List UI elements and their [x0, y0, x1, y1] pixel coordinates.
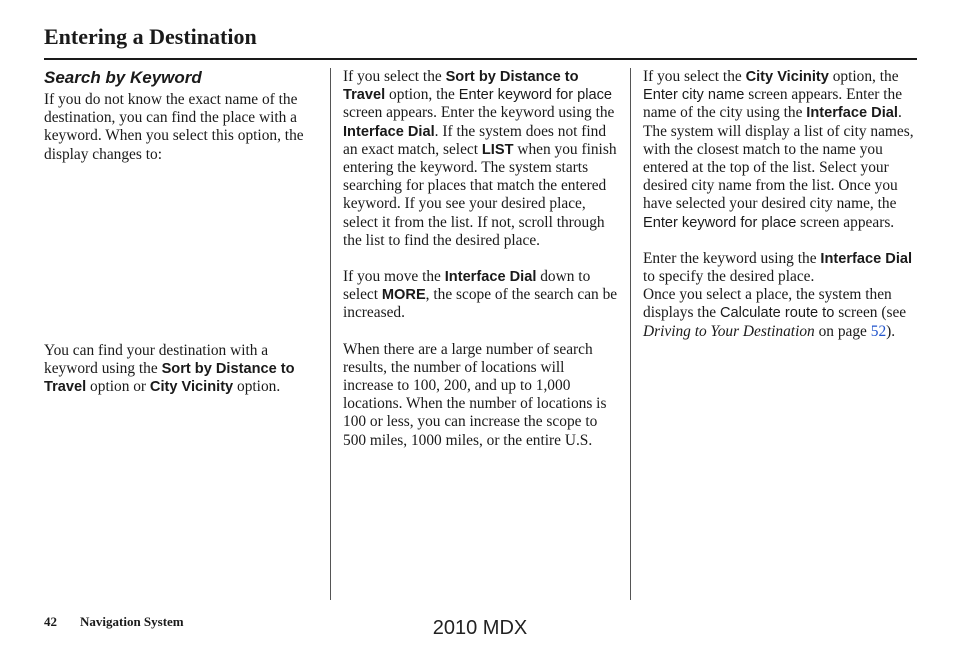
- column-1: [44, 68, 312, 396]
- footer-label: Navigation System: [80, 614, 184, 629]
- ui-term: Sort by Distance to Travel: [44, 361, 295, 396]
- text: to specify the desired place.: [643, 268, 815, 286]
- text: screen appears. Enter the name of the city using the: [643, 86, 903, 122]
- text: If you select the: [343, 68, 446, 85]
- watermark: 2010 MDX: [432, 617, 528, 639]
- ui-term: Interface Dial: [820, 250, 913, 267]
- text: . The system will display a list of city names, with the closest match to the name you entered at the top of the list. Select your desired city name from the list. Once you have selected your desired city name, the: [643, 104, 914, 213]
- col2-paragraph-2: [343, 268, 618, 323]
- page-title: Entering a Destination: [44, 24, 257, 49]
- page-number: 42: [44, 614, 57, 629]
- page-link[interactable]: 52: [870, 322, 887, 340]
- ui-term: Interface Dial: [444, 269, 537, 286]
- column-2: [343, 68, 618, 450]
- text: on page: [814, 322, 871, 340]
- ui-screen-name: Enter keyword for place: [643, 214, 797, 231]
- text: Once you select a place, the system then displays the: [643, 286, 892, 322]
- ui-term: Interface Dial: [806, 105, 898, 122]
- ui-term: City Vicinity: [745, 69, 829, 85]
- col1-paragraph-1: If you do not know the exact name of the destination, you can find the place with a keyword. When you select this option, the display changes to:: [44, 91, 304, 163]
- ui-screen-name: Enter city name: [643, 87, 745, 104]
- text: ).: [886, 322, 896, 340]
- text: option, the: [828, 68, 899, 85]
- text: Enter the keyword using the: [643, 249, 821, 267]
- text: when you finish entering the keyword. The system starts searching for places that match the entered keyword. If you see your desired place, select it from the list. If not, scroll through the list to find the desired place.: [343, 140, 617, 249]
- ui-term: LIST: [481, 141, 514, 158]
- text: If you select the: [643, 68, 746, 85]
- col3-paragraph-1: [643, 68, 919, 232]
- ui-term: City Vicinity: [149, 379, 234, 396]
- text: You can find your destination with a keyword using the: [44, 341, 269, 378]
- column-divider: [330, 68, 331, 600]
- ui-term: Sort by Distance to Travel: [343, 69, 579, 104]
- text: If you move the: [343, 268, 445, 286]
- column-3: [643, 68, 919, 341]
- text: . If the system does not find an exact match, select: [343, 122, 607, 158]
- ui-screen-name: Calculate route to: [719, 305, 835, 322]
- text: screen appears.: [796, 213, 895, 231]
- ui-term: Interface Dial: [343, 123, 435, 140]
- col3-paragraph-3: [643, 286, 919, 341]
- text: option.: [233, 378, 281, 396]
- ui-screen-name: Enter keyword for place: [458, 87, 613, 104]
- col2-paragraph-1: [343, 68, 618, 250]
- title-divider: [44, 58, 917, 60]
- section-heading: Search by Keyword: [44, 68, 202, 87]
- ui-term: MORE: [381, 287, 426, 304]
- col3-paragraph-2: [643, 250, 919, 286]
- col1-paragraph-2: [44, 342, 312, 397]
- cross-reference: Driving to Your Destination: [643, 322, 815, 340]
- text: option, the: [385, 86, 459, 104]
- text: screen (see: [834, 304, 907, 322]
- col2-paragraph-3: When there are a large number of search results, the number of locations will increase to 100, 200, and up to 1,000 locations. When the number of locations is 100 or less, you can increase the scope to 500 miles, 1000 miles, or the entire U.S.: [343, 340, 607, 449]
- text: option or: [86, 378, 150, 396]
- text: down to select: [343, 268, 591, 304]
- text: , the scope of the search can be increased.: [343, 286, 618, 322]
- column-divider: [630, 68, 631, 600]
- screen-image-placeholder: [44, 164, 312, 342]
- text: screen appears. Enter the keyword using the: [343, 104, 615, 122]
